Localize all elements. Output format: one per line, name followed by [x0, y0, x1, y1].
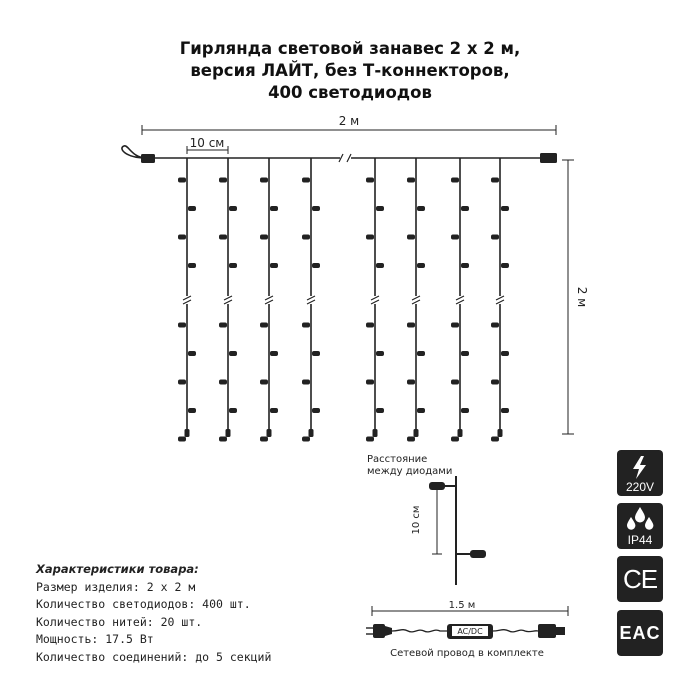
led-bulb [417, 408, 425, 413]
ip-rating-badge [617, 503, 663, 549]
led-bulb [491, 235, 499, 240]
strand-break-mark [183, 296, 191, 304]
cable-end-connector [538, 624, 565, 638]
led-strand [491, 158, 509, 442]
led-strand [451, 158, 469, 442]
led-bulb [451, 437, 459, 442]
led-bulb [417, 263, 425, 268]
height-label: 2 м [575, 286, 589, 308]
ip-label: IP44 [627, 533, 653, 547]
adapter-label: AC/DC [457, 627, 483, 636]
led-bulb [270, 263, 278, 268]
led-bulb [229, 263, 237, 268]
led-bulb [178, 437, 186, 442]
led-bulb [270, 206, 278, 211]
led-bulb [302, 380, 310, 385]
led-bulb [461, 206, 469, 211]
led-strand [178, 158, 196, 442]
led-bulb [461, 351, 469, 356]
led-bulb [366, 380, 374, 385]
led-strand [407, 158, 425, 442]
led-bulb [451, 323, 459, 328]
led-bulb [451, 178, 459, 183]
detail-caption-line-1: Расстояние [367, 454, 428, 465]
led-bulb [451, 235, 459, 240]
led-bulb [188, 206, 196, 211]
strand-break-mark [412, 296, 420, 304]
led-bulb [501, 206, 509, 211]
spec-led-count: Количество светодиодов: 400 шт. [36, 597, 251, 612]
led-bulb [219, 235, 227, 240]
title-line-3: 400 светодиодов [268, 83, 432, 102]
input-connector [141, 154, 155, 163]
eac-mark: EAC [619, 623, 661, 643]
led-bulb [188, 263, 196, 268]
led-bulb [417, 206, 425, 211]
led-bulb [260, 235, 268, 240]
strand-end-cap [458, 429, 463, 437]
strand-break-mark [456, 296, 464, 304]
led-bulb [178, 178, 186, 183]
led-bulb [229, 408, 237, 413]
led-bulb [501, 263, 509, 268]
led-strand [302, 158, 320, 442]
led-bulb [501, 408, 509, 413]
specs-header: Характеристики товара: [36, 562, 199, 576]
led-bulb [491, 178, 499, 183]
cable-caption: Сетевой провод в комплекте [390, 648, 544, 659]
spec-power: Мощность: 17.5 Вт [36, 632, 154, 647]
led-bulb [376, 408, 384, 413]
led-strands [178, 158, 509, 442]
water-drops-icon [617, 504, 663, 534]
strand-end-cap [414, 429, 419, 437]
strand-end-cap [226, 429, 231, 437]
led-bulb [501, 351, 509, 356]
led-bulb [366, 323, 374, 328]
led-strand [219, 158, 237, 442]
led-bulb [417, 351, 425, 356]
led-spacing-detail [367, 454, 486, 585]
strand-spacing-dimension [187, 136, 228, 154]
led-strand [366, 158, 384, 442]
led-bulb [491, 380, 499, 385]
led-bulb [407, 437, 415, 442]
led-bulb [491, 323, 499, 328]
detail-spacing-label: 10 см [411, 505, 422, 535]
led-bulb [260, 437, 268, 442]
led-bulb [302, 178, 310, 183]
title-line-2: версия ЛАЙТ, без Т-коннекторов, [190, 61, 510, 80]
led-bulb [302, 437, 310, 442]
eac-badge [617, 610, 663, 656]
led-bulb [229, 351, 237, 356]
led-bulb [219, 323, 227, 328]
voltage-label: 220V [625, 480, 655, 494]
ce-badge [617, 556, 663, 602]
strand-break-mark [224, 296, 232, 304]
led-bulb [178, 380, 186, 385]
voltage-badge [617, 450, 663, 496]
strand-break-mark [496, 296, 504, 304]
led-bulb [302, 323, 310, 328]
led-bulb [366, 437, 374, 442]
led-bulb [376, 206, 384, 211]
width-dimension [142, 114, 556, 135]
led-bulb [491, 437, 499, 442]
strand-break-mark [265, 296, 273, 304]
spec-size: Размер изделия: 2 х 2 м [36, 579, 196, 594]
led-bulb [260, 178, 268, 183]
led-bulb [312, 263, 320, 268]
end-connector [540, 153, 557, 163]
strand-spacing-label: 10 см [189, 136, 225, 150]
led-bulb [407, 178, 415, 183]
detail-caption-line-2: между диодами [367, 466, 453, 477]
led-bulb [312, 351, 320, 356]
led-bulb [188, 408, 196, 413]
led-bulb [270, 408, 278, 413]
title-line-1: Гирлянда световой занавес 2 х 2 м, [179, 39, 521, 58]
led-strand [260, 158, 278, 442]
led-bulb [219, 380, 227, 385]
width-label: 2 м [338, 114, 360, 128]
strand-end-cap [498, 429, 503, 437]
detail-led-2 [470, 550, 486, 558]
led-bulb [312, 408, 320, 413]
strand-end-cap [309, 429, 314, 437]
led-bulb [229, 206, 237, 211]
strand-end-cap [267, 429, 272, 437]
strand-end-cap [373, 429, 378, 437]
led-bulb [178, 235, 186, 240]
height-dimension [562, 160, 589, 434]
led-bulb [376, 263, 384, 268]
spec-strand-count: Количество нитей: 20 шт. [36, 614, 203, 629]
led-bulb [451, 380, 459, 385]
led-bulb [376, 351, 384, 356]
led-bulb [219, 178, 227, 183]
led-bulb [219, 437, 227, 442]
led-bulb [188, 351, 196, 356]
led-bulb [366, 178, 374, 183]
ac-dc-adapter [447, 624, 493, 639]
led-bulb [407, 235, 415, 240]
led-bulb [366, 235, 374, 240]
power-plug-icon [366, 624, 392, 638]
strand-break-mark [307, 296, 315, 304]
product-specs [36, 561, 366, 667]
ce-mark: CE [622, 564, 658, 594]
led-bulb [312, 206, 320, 211]
wire-break-mark [339, 154, 351, 162]
led-bulb [178, 323, 186, 328]
power-cable [366, 600, 568, 659]
led-bulb [461, 408, 469, 413]
strand-end-cap [185, 429, 190, 437]
led-bulb [407, 323, 415, 328]
spec-connections: Количество соединений: до 5 секций [36, 649, 272, 664]
cable-length-label: 1.5 м [448, 600, 476, 611]
led-bulb [270, 351, 278, 356]
led-bulb [302, 235, 310, 240]
led-bulb [461, 263, 469, 268]
strand-break-mark [371, 296, 379, 304]
led-bulb [260, 323, 268, 328]
led-bulb [407, 380, 415, 385]
lightning-icon [617, 452, 663, 482]
led-bulb [260, 380, 268, 385]
